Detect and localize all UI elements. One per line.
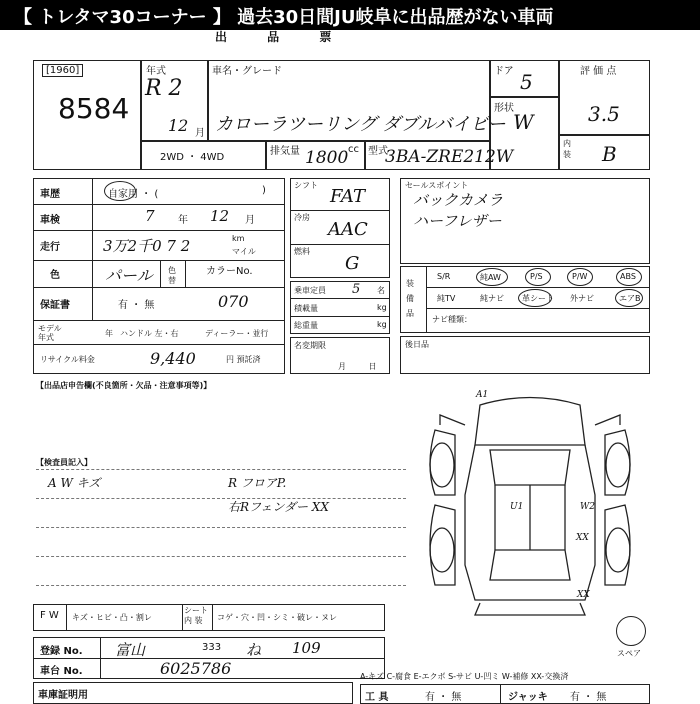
jack-label: ジャッキ [508,692,548,703]
banner-text: 【 トレタマ30コーナー 】 過去30日間JU岐阜に出品歴がない車両 [14,7,554,28]
interior-value: B [602,142,617,166]
cc-unit: cc [348,144,359,155]
equip-abs: ABS [620,272,636,281]
car-name: カローラツーリング ダブルバイビー [215,114,506,135]
mark-xx-1: XX [576,533,589,543]
interior-label: 内装 [563,139,571,159]
equip-circle-abs [616,268,642,286]
sales-label: セールスポイント [405,181,469,190]
reg-deadline-value: 月 日 [338,362,377,371]
month-unit: 月 [195,128,205,139]
equip-sr: S/R [437,272,451,281]
mark-a1: A1 [476,390,489,400]
equip-ext-navi: 外ナビ [570,294,594,303]
fuel-value: G [345,253,360,274]
mark-xx-2: XX [577,590,590,600]
equip-circle-aw [476,268,508,286]
inspector-note-2: R フロアP. [228,476,287,490]
score-value: 3.5 [588,102,620,126]
equip-aw: 純AW [480,273,501,282]
spare-tire-icon [616,616,646,646]
score-label: 評 価 点 [580,66,617,77]
chassis-label: 車台 No. [40,666,83,677]
shape-label: 形状 [494,103,514,114]
color-value: パール [105,266,153,285]
door-label: ドア [494,66,514,77]
recycle-label: リサイクル料金 [40,355,95,364]
equip-circle-airbag [615,289,643,307]
mark-u1: U1 [510,502,524,512]
car-damage-diagram [410,385,650,620]
era-year: R 2 [145,76,183,101]
recycle-value: 9,440 [150,349,196,368]
equip-leather: 革シート [522,294,554,303]
doors-value: 5 [520,70,533,94]
fw-items: キズ・ヒビ・凸・割レ [72,613,152,622]
inspection-month: 12 [210,207,230,225]
spare-label: スペア [617,649,641,658]
handle-label: ハンドル 左・右 [120,329,179,338]
equip-circle-ps [525,268,551,286]
reg-number: 109 [292,639,321,657]
max-load-kg: kg [377,303,387,312]
mileage-km: km [232,234,245,243]
id-box: [1960] [42,64,83,77]
reg-deadline-label: 名変期限 [294,341,326,350]
history-value: 自家用 ・ ( [108,189,159,200]
reg-place: 富山 [115,641,146,659]
sheet-title: 出 品 票 [215,30,350,44]
month-unit-2: 月 [245,215,255,226]
lot-number: 8584 [58,92,130,125]
warranty-label: 保証書 [40,300,70,311]
history-label: 車歴 [40,189,60,200]
equip-navi: 純ナビ [480,294,504,303]
seat-items: コゲ・穴・凹・シミ・破レ・ヌレ [217,613,337,622]
color-change-label: 色替 [168,266,176,285]
model-year-label: モデル 年式 [38,324,62,342]
max-load-label: 積載量 [294,304,318,313]
warranty-value: 有 ・ 無 [118,300,155,311]
equip-circle-leather [518,289,552,307]
mileage-value: 3万2千0 7 2 [103,237,191,255]
displacement-value: 1800 [305,148,349,168]
inspection-year: 7 [145,207,155,225]
capacity-label: 乗車定員 [294,286,326,295]
equip-pw: P/W [572,272,588,281]
mileage-label: 走行 [40,242,60,253]
shape-value: W [513,110,534,134]
reg-no-label: 登録 No. [40,646,83,657]
fw-label: F W [40,610,59,621]
equip-airbag: エアB [619,294,641,303]
inspection-label: 車検 [40,215,60,226]
model-value: 3BA-ZRE212W [385,147,514,167]
ac-value: AAC [328,219,368,240]
color-label: 色 [50,270,60,281]
exhibitor-note-label: 【出品店申告欄(不良箇所・欠品・注意事項等)】 [36,381,212,390]
shift-label: シフト [294,181,318,190]
navi-label: ナビ種類： [432,315,472,324]
legend: A-キズ C-腐食 E-エクボ S-サビ U-凹ミ W-補修 XX-交換済 [360,672,569,681]
inspector-note-1: A W キズ [48,476,101,490]
inspector-label: 【検査員記入】 [36,458,92,467]
fuel-label: 燃料 [294,247,310,256]
year-label: 年式 [146,66,166,77]
year-unit: 年 [178,215,188,226]
capacity-value: 5 [352,282,361,297]
history-circle [104,181,136,201]
after-block [400,336,650,374]
dealer-label: ディーラー・並行 [205,329,269,338]
jack-value: 有 ・ 無 [570,692,607,703]
ac-label: 冷房 [294,213,310,222]
name-label: 車名・グレード [212,66,282,77]
cert-label: 車庫証明用 [38,690,88,701]
after-label: 後日品 [405,340,429,349]
equip-circle-pw [567,268,593,286]
gross-weight-label: 総重量 [294,321,318,330]
month-value: 12 [168,116,189,135]
inspector-note-3: 右Rフェンダー XX [228,500,329,514]
equip-ps: P/S [530,272,543,281]
equip-tv: 純TV [437,294,456,303]
model-year-unit: 年 [105,329,113,338]
shift-value: FAT [330,186,365,207]
sales-point-2: ハーフレザー [413,212,502,230]
recycle-unit: 円 預託済 [226,355,261,364]
mark-w2: W2 [580,502,595,512]
color-no-label: カラーNo. [206,266,253,277]
model-label: 型式 [368,146,388,157]
tools-block [360,684,650,704]
displacement-label: 排気量 [270,146,300,157]
color-no-value: 070 [218,292,249,311]
reg-kana: ね [246,641,262,659]
seat-label: シート 内 装 [184,606,208,625]
chassis-value: 6025786 [160,659,232,678]
capacity-unit: 名 [377,286,385,295]
reg-class: 333 [202,642,222,653]
tools-label: 工 具 [365,692,389,703]
sales-point-1: バックカメラ [413,191,504,209]
tools-value: 有 ・ 無 [425,692,462,703]
equip-label: 装備品 [406,279,414,318]
mileage-mile: マイル [232,247,256,256]
gross-weight-kg: kg [377,320,387,329]
drive-label: 2WD ・ 4WD [160,152,225,163]
